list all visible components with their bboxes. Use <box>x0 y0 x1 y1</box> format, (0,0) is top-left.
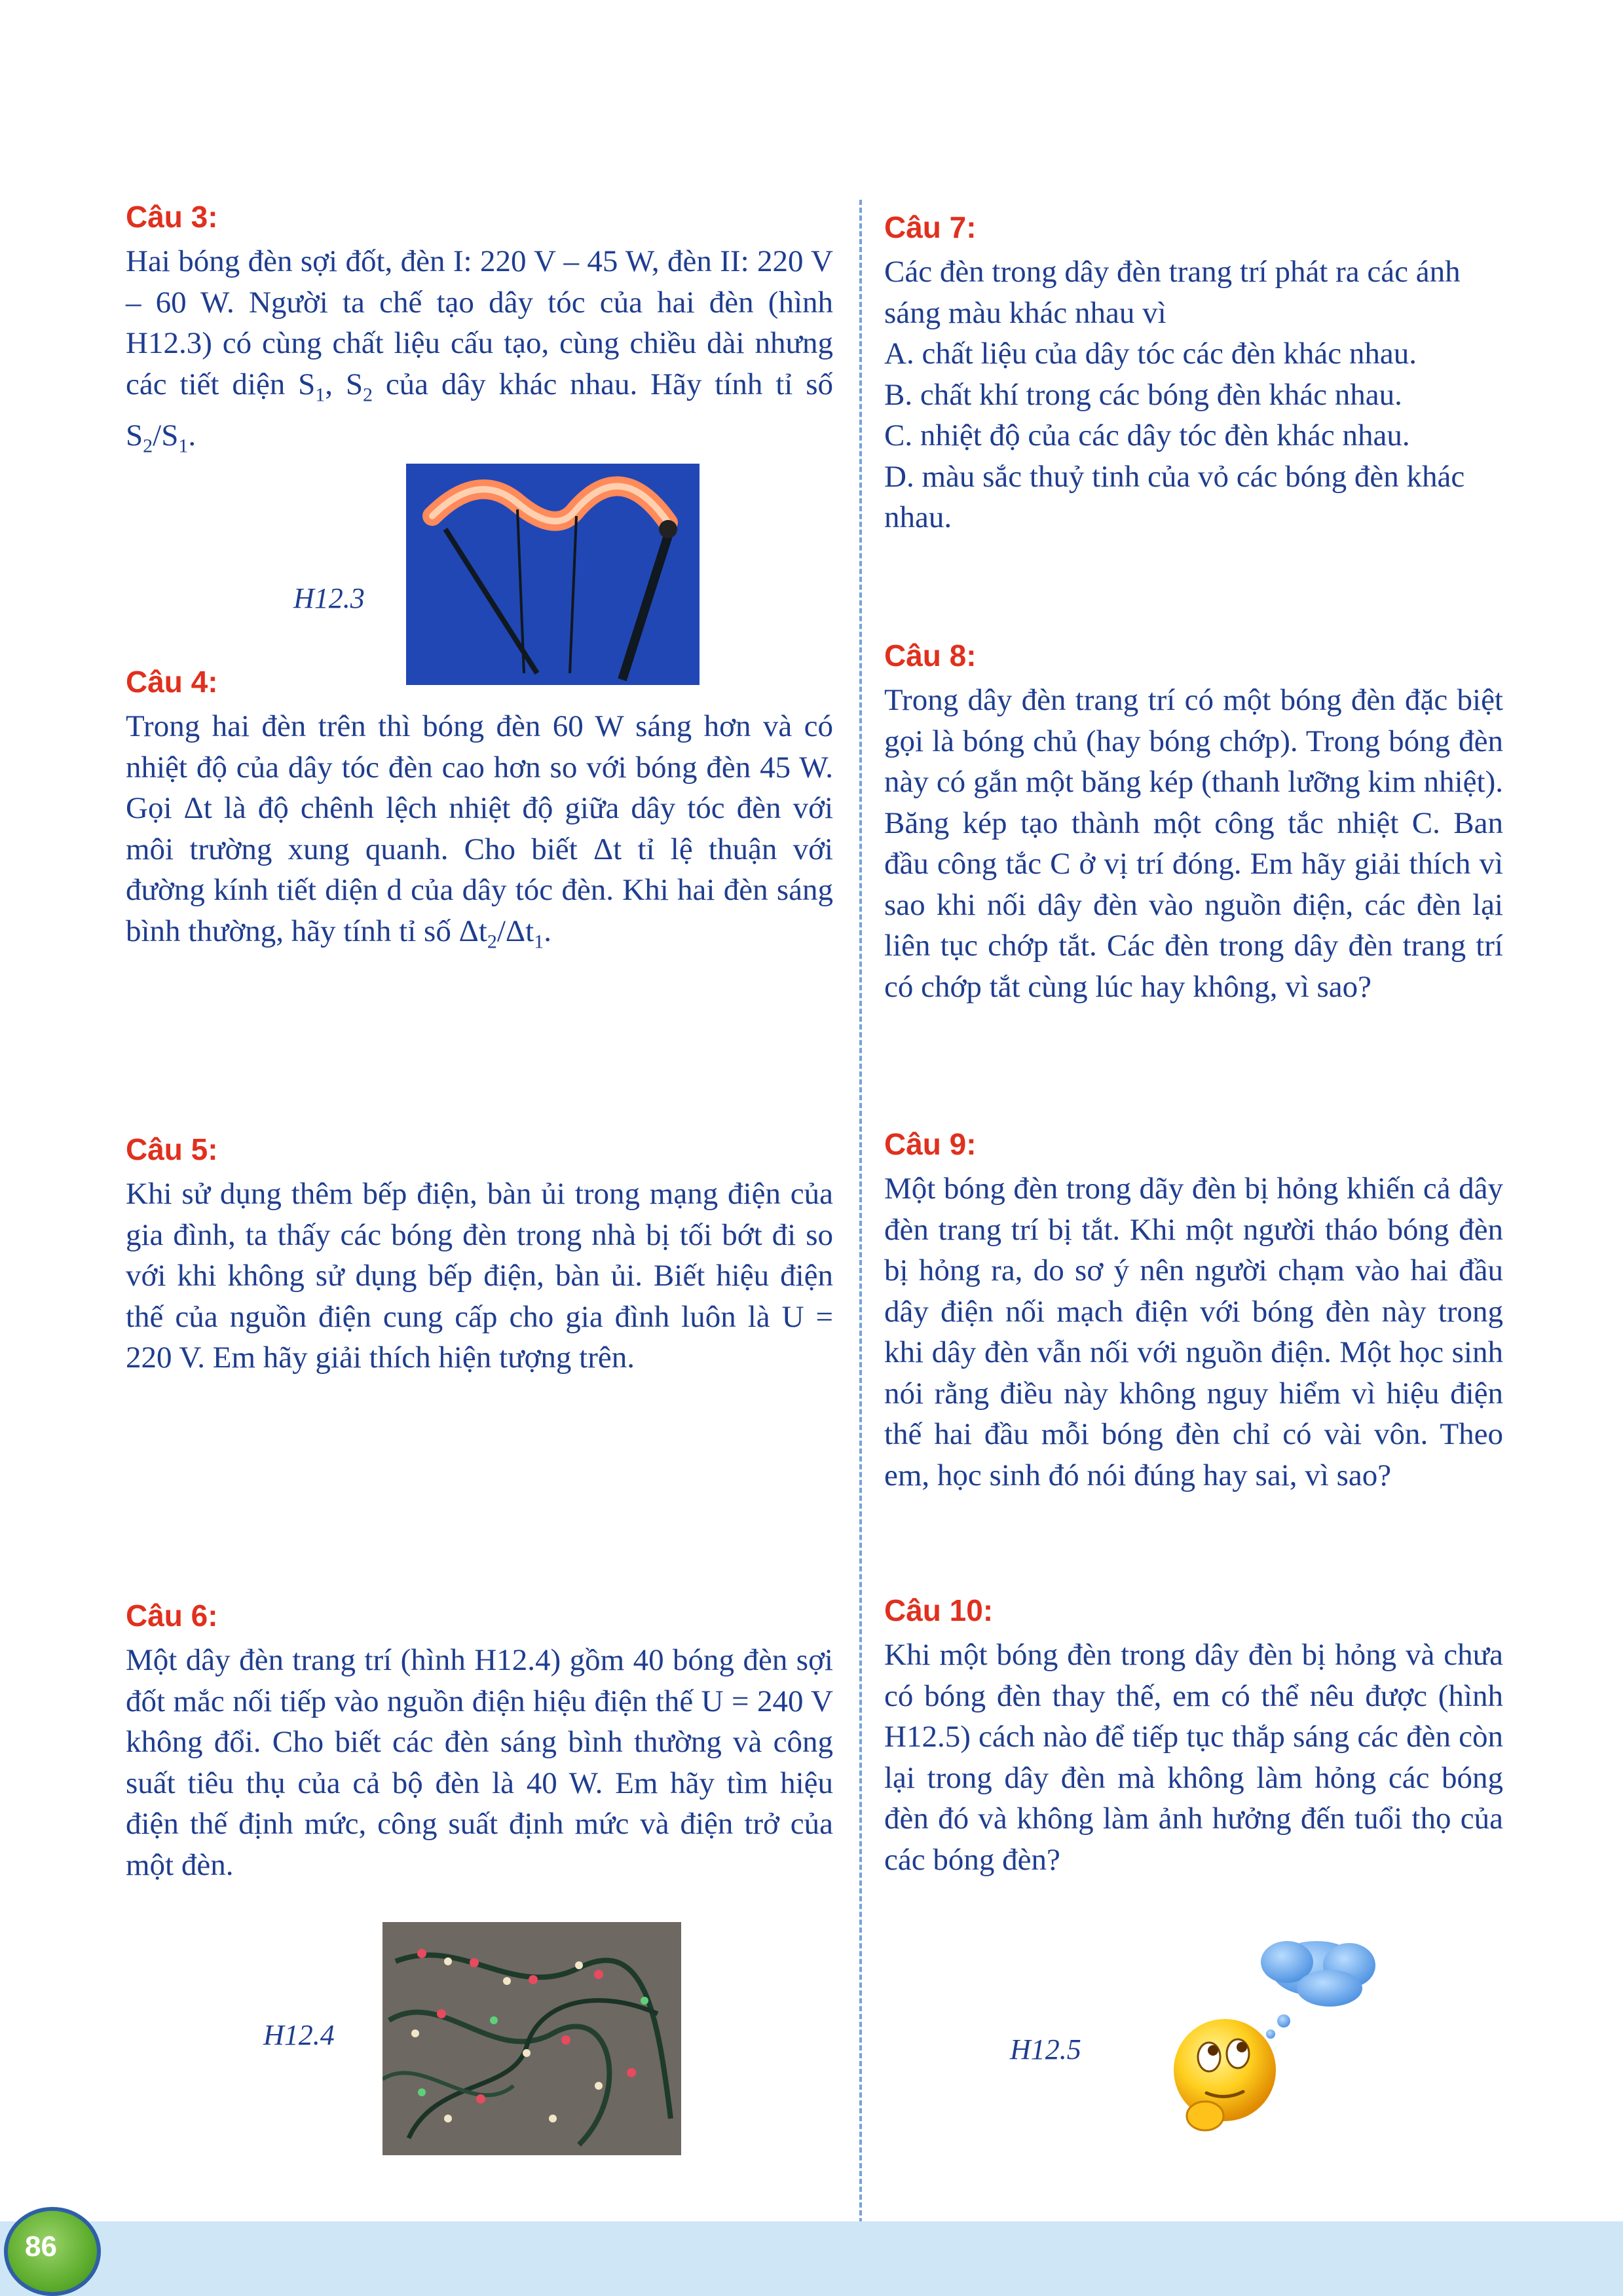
page-number: 86 <box>25 2231 57 2263</box>
question-4-title: Câu 4: <box>126 665 218 699</box>
question-7-option-b: B. chất khí trong các bóng đèn khác nhau. <box>884 377 1402 412</box>
question-10-title: Câu 10: <box>884 1593 994 1627</box>
figure-h12-4-string-lights-image <box>382 1922 681 2155</box>
figure-h12-5-caption: H12.5 <box>1010 2033 1081 2065</box>
question-10-text: Khi một bóng đèn trong dây đèn bị hỏng và chưa có bóng đèn thay thế, em có thể nêu được (hình H12.5) cách nào để tiếp tục thắp sáng các đèn còn lại trong dây đèn mà không làm hỏng các bóng đèn đó và không làm ảnh hưởng đến tuổi thọ của các bóng đèn? <box>884 1638 1503 1877</box>
question-4-text: Trong hai đèn trên thì bóng đèn 60 W sáng hơn và có nhiệt độ của dây tóc đèn cao hơn so với bóng đèn 45 W. Gọi Δt là độ chênh lệch nhiệt độ giữa dây tóc đèn với môi trường xung quanh. Cho biết Δt tỉ lệ thuận với đường kính tiết diện d của dây tóc đèn. Khi hai đèn sáng bình thường, hãy tính tỉ số $\Delta t_2/\Delta t_1$. <box>126 709 833 952</box>
footer-band <box>0 2221 1623 2296</box>
question-7-option-c: C. nhiệt độ của các dây tóc đèn khác nhau. <box>884 418 1410 453</box>
question-6-text: Một dây đèn trang trí (hình H12.4) gồm 40 bóng đèn sợi đốt mắc nối tiếp vào nguồn điện hiệu điện thế U = 240 V không đổi. Cho biết các đèn sáng bình thường và công suất tiêu thụ của cả bộ đèn là 40 W. Em hãy tìm hiệu điện thế định mức, công suất định mức và điện trở của một đèn. <box>126 1643 833 1882</box>
figure-h12-3-caption: H12.3 <box>293 582 365 614</box>
thinking-emoji-icon <box>1166 1929 1389 2145</box>
question-9 <box>884 1124 1503 1496</box>
question-8 <box>884 635 1503 1007</box>
question-7-option-a: A. chất liệu của dây tóc các đèn khác nhau. <box>884 337 1417 371</box>
string-lights-illustration <box>382 1922 681 2155</box>
question-6 <box>126 1595 833 1885</box>
figure-h12-4-caption: H12.4 <box>263 2019 335 2051</box>
question-9-text: Một bóng đèn trong dãy đèn bị hỏng khiến cả dây đèn trang trí bị tắt. Khi một người tháo bóng đèn bị hỏng ra, do sơ ý nên người chạm vào hai đầu dây điện nối mạch điện với bóng đèn này trong khi dây đèn vẫn nối với nguồn điện. Một học sinh nói rằng điều này không nguy hiểm vì hiệu điện thế hai đầu mỗi bóng đèn chỉ có vài vôn. Theo em, học sinh đó nói đúng hay sai, vì sao? <box>884 1172 1503 1492</box>
question-7-option-d: D. màu sắc thuỷ tinh của vỏ các bóng đèn khác nhau. <box>884 459 1465 534</box>
question-8-title: Câu 8: <box>884 639 977 673</box>
question-5 <box>126 1129 833 1379</box>
question-5-text: Khi sử dụng thêm bếp điện, bàn ủi trong mạng điện của gia đình, ta thấy các bóng đèn trong nhà bị tối bớt đi so với khi không sử dụng bếp điện, bàn ủi. Biết hiệu điện thế của nguồn điện cung cấp cho gia đình luôn là U = 220 V. Em hãy giải thích hiện tượng trên. <box>126 1177 833 1375</box>
question-10 <box>884 1590 1503 1880</box>
question-7-intro: Các đèn trong dây đèn trang trí phát ra các ánh sáng màu khác nhau vì <box>884 255 1461 330</box>
column-divider <box>859 200 862 2223</box>
question-9-title: Câu 9: <box>884 1127 977 1161</box>
question-7-title: Câu 7: <box>884 210 977 244</box>
question-3-title: Câu 3: <box>126 200 218 234</box>
figure-h12-5-thinking-emoji-image <box>1166 1929 1389 2145</box>
question-3-text: Hai bóng đèn sợi đốt, đèn I: 220 V – 45 W, đèn II: 220 V – 60 W. Người ta chế tạo dây tóc của hai đèn (hình H12.3) có cùng chất liệu cấu tạo, cùng chiều dài nhưng các tiết diện $S_1$, $S_2$ của dây khác nhau. Hãy tính tỉ số $S_2/S_1$. <box>126 244 833 457</box>
question-3 <box>126 196 833 467</box>
filament-illustration <box>406 464 700 685</box>
question-4 <box>126 661 833 962</box>
question-5-title: Câu 5: <box>126 1132 218 1166</box>
figure-h12-3-filament-image <box>406 464 700 685</box>
question-8-text: Trong dây đèn trang trí có một bóng đèn đặc biệt gọi là bóng chủ (hay bóng chớp). Trong bóng đèn này có gắn một băng kép (thanh lưỡng kim nhiệt). Băng kép tạo thành một công tắc nhiệt C. Ban đầu công tắc C ở vị trí đóng. Em hãy giải thích vì sao khi nối dây đèn vào nguồn điện, các đèn lại liên tục chớp tắt. Các đèn trong dây đèn trang trí có chớp tắt cùng lúc hay không, vì sao? <box>884 683 1503 1004</box>
question-7 <box>884 207 1503 538</box>
question-6-title: Câu 6: <box>126 1599 218 1633</box>
